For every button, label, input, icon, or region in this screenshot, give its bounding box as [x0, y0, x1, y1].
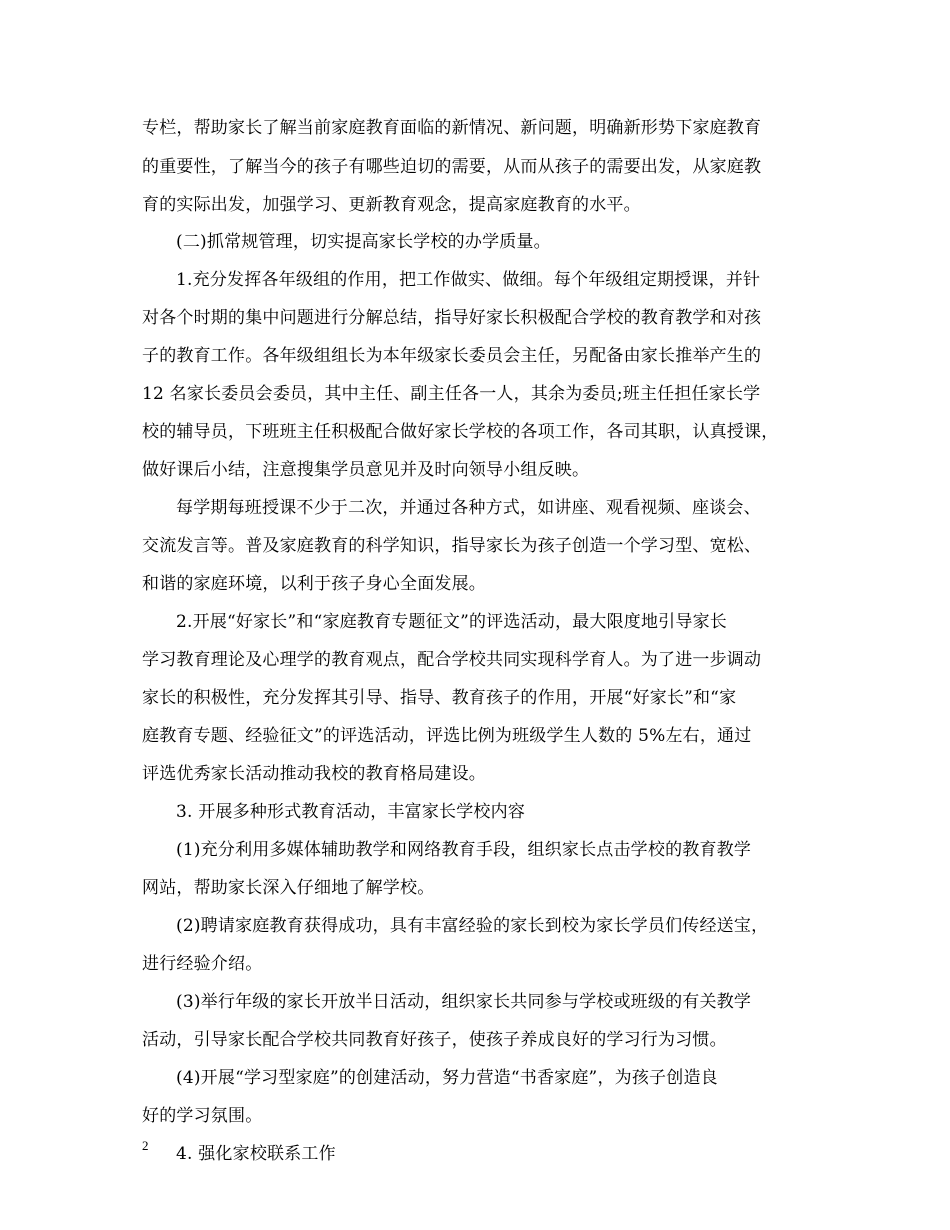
text-line: 好的学习氛围。	[142, 1106, 263, 1126]
text-line: 庭教育专题、经验征文”的评选活动，评选比例为班级学生人数的 5%左右，通过	[142, 726, 752, 746]
text-line: 2.开展“好家长”和“家庭教育专题征文”的评选活动，最大限度地引导家长	[176, 612, 727, 632]
text-line: (1)充分利用多媒体辅助教学和网络教育手段，组织家长点击学校的教育教学	[176, 840, 752, 860]
text-line: 对各个时期的集中问题进行分解总结，指导好家长积极配合学校的教育教学和对孩	[142, 308, 762, 328]
text-line: (2)聘请家庭教育获得成功，具有丰富经验的家长到校为家长学员们传经送宝，	[176, 916, 769, 936]
text-line: (3)举行年级的家长开放半日活动，组织家长共同参与学校或班级的有关教学	[176, 992, 752, 1012]
section-heading: 3. 开展多种形式教育活动，丰富家长学校内容	[176, 802, 526, 822]
text-line: 评选优秀家长活动推动我校的教育格局建设。	[142, 764, 486, 784]
text-line: 12 名家长委员会委员，其中主任、副主任各一人，其余为委员;班主任担任家长学	[142, 384, 761, 404]
text-line: 专栏，帮助家长了解当前家庭教育面临的新情况、新问题，明确新形势下家庭教育	[142, 118, 762, 138]
text-line: 活动，引导家长配合学校共同教育好孩子，使孩子养成良好的学习行为习惯。	[142, 1030, 727, 1050]
text-line: 做好课后小结，注意搜集学员意见并及时向领导小组反映。	[142, 460, 590, 480]
text-line: 的重要性，了解当今的孩子有哪些迫切的需要，从而从孩子的需要出发，从家庭教	[142, 157, 762, 177]
text-line: 家长的积极性，充分发挥其引导、指导、教育孩子的作用，开展“好家长”和“家	[142, 688, 737, 708]
section-heading: (二)抓常规管理，切实提高家长学校的办学质量。	[176, 232, 551, 252]
text-line: 和谐的家庭环境，以利于孩子身心全面发展。	[142, 574, 486, 594]
text-line: 网站，帮助家长深入仔细地了解学校。	[142, 878, 435, 898]
text-line: 1.充分发挥各年级组的作用，把工作做实、做细。每个年级组定期授课，并针	[176, 270, 761, 290]
text-line: 校的辅导员，下班班主任积极配合做好家长学校的各项工作，各司其职，认真授课，	[142, 422, 779, 442]
text-line: 子的教育工作。各年级组组长为本年级家长委员会主任，另配备由家长推举产生的	[142, 346, 762, 366]
text-line: 交流发言等。普及家庭教育的科学知识，指导家长为孩子创造一个学习型、宽松、	[142, 536, 762, 556]
text-line: 每学期每班授课不少于二次，并通过各种方式，如讲座、观看视频、座谈会、	[176, 498, 761, 518]
section-heading: 4. 强化家校联系工作	[176, 1144, 336, 1164]
page-number: 2	[142, 1138, 149, 1153]
text-line: 进行经验介绍。	[142, 954, 263, 974]
text-line: (4)开展“学习型家庭”的创建活动，努力营造“书香家庭”，为孩子创造良	[176, 1068, 718, 1088]
text-line: 学习教育理论及心理学的教育观点，配合学校共同实现科学育人。为了进一步调动	[142, 650, 762, 670]
text-line: 育的实际出发，加强学习、更新教育观念，提高家庭教育的水平。	[142, 195, 641, 215]
